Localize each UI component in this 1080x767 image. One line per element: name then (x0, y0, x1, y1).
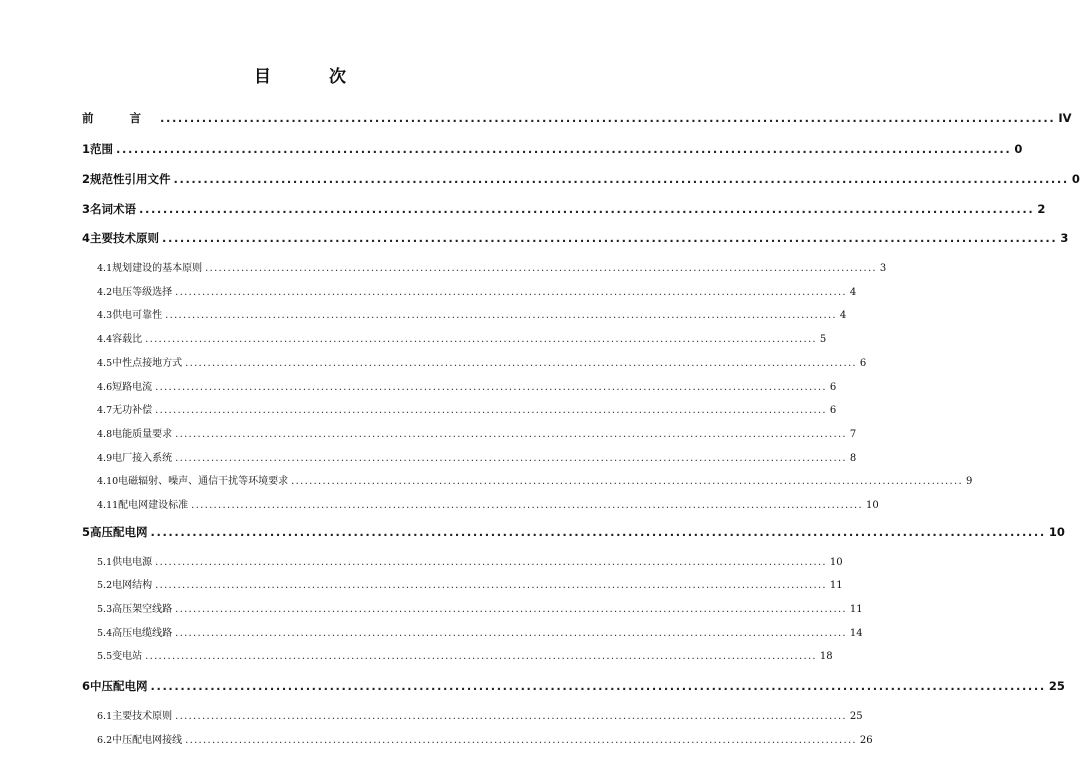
toc-leader-dots: ...................................................................................................................................................... (160, 111, 1056, 125)
toc-entry-number: 4 (82, 231, 91, 245)
toc-entry-text: 主要技术原则 (90, 231, 160, 245)
toc-entry-section[interactable] (97, 731, 873, 746)
toc-entry-chapter[interactable] (82, 230, 1069, 246)
toc-entry-text: 规范性引用文件 (90, 172, 171, 186)
toc-page-number: 11 (849, 604, 863, 615)
toc-leader-dots: ...................................................................................................................................................... (175, 628, 847, 639)
toc-entry-text: 主要技术原则 (112, 711, 173, 722)
toc-page-number: 9 (965, 476, 973, 487)
toc-leader-dots: ...................................................................................................................................................... (291, 476, 963, 487)
toc-entry-section[interactable] (97, 553, 843, 568)
toc-entry-section[interactable] (97, 259, 887, 274)
toc-entry-number: 4.8 (97, 429, 113, 440)
toc-leader-dots: ...................................................................................................................................................... (155, 405, 827, 416)
toc-page-number: 2 (1037, 202, 1046, 216)
toc-page-number: 8 (849, 453, 857, 464)
toc-entry-section[interactable] (97, 707, 863, 722)
toc-entry-chapter[interactable] (82, 524, 1065, 540)
toc-leader-dots: ...................................................................................................................................................... (185, 358, 857, 369)
toc-entry-number: 4.3 (97, 310, 113, 321)
toc-entry-section[interactable] (97, 306, 847, 321)
toc-leader-dots: ...................................................................................................................................................... (175, 453, 847, 464)
toc-entry-section[interactable] (97, 647, 833, 662)
toc-entry-number: 5.5 (97, 651, 113, 662)
toc-entry-section[interactable] (97, 354, 867, 369)
page-title: 目 次 (254, 67, 372, 87)
toc-entry-section[interactable] (97, 330, 827, 345)
toc-leader-dots: ...................................................................................................................................................... (191, 500, 863, 511)
toc-entry-chapter[interactable] (82, 678, 1065, 694)
toc-page-number: 10 (1048, 525, 1065, 539)
toc-entry-text: 前 言 (82, 111, 158, 125)
toc-leader-dots: ...................................................................................................................................................... (145, 334, 817, 345)
toc-page-number: 7 (849, 429, 857, 440)
toc-page-number: 3 (1060, 231, 1069, 245)
toc-page-number: 11 (829, 580, 843, 591)
toc-page-number: 0 (1014, 142, 1023, 156)
toc-entry-text: 电能质量要求 (112, 429, 173, 440)
toc-entry-text: 短路电流 (112, 382, 153, 393)
toc-entry-text: 变电站 (112, 651, 143, 662)
toc-entry-text: 无功补偿 (112, 405, 153, 416)
toc-entry-text: 电压等级选择 (112, 287, 173, 298)
toc-page-number: 10 (865, 500, 879, 511)
toc-entry-chapter[interactable] (82, 201, 1046, 217)
toc-entry-text: 电网结构 (112, 580, 153, 591)
toc-leader-dots: ...................................................................................................................................................... (145, 651, 817, 662)
toc-page-number: 18 (819, 651, 833, 662)
toc-entry-text: 高压架空线路 (112, 604, 173, 615)
toc-page-number: 3 (879, 263, 887, 274)
toc-leader-dots: ...................................................................................................................................................... (116, 142, 1012, 156)
toc-entry-number: 6 (82, 679, 91, 693)
toc-entry-section[interactable] (97, 496, 879, 511)
toc-leader-dots: ...................................................................................................................................................... (165, 310, 837, 321)
toc-entry-chapter[interactable] (82, 171, 1080, 187)
toc-leader-dots: ...................................................................................................................................................... (173, 172, 1069, 186)
toc-entry-number: 6.1 (97, 711, 113, 722)
toc-entry-number: 4.11 (97, 500, 119, 511)
toc-entry-number: 4.4 (97, 334, 113, 345)
toc-entry-number: 4.2 (97, 287, 113, 298)
toc-page-number: 14 (849, 628, 863, 639)
toc-entry-chapter[interactable] (82, 141, 1023, 157)
toc-entry-text: 配电网建设标准 (118, 500, 189, 511)
toc-entry-number: 5 (82, 525, 91, 539)
toc-entry-number: 1 (82, 142, 91, 156)
toc-entry-number: 4.9 (97, 453, 113, 464)
toc-entry-text: 范围 (90, 142, 114, 156)
toc-entry-section[interactable] (97, 472, 973, 487)
toc-entry-number: 4.7 (97, 405, 113, 416)
toc-leader-dots: ...................................................................................................................................................... (175, 604, 847, 615)
toc-entry-number: 4.10 (97, 476, 119, 487)
toc-leader-dots: ...................................................................................................................................................... (185, 735, 857, 746)
toc-entry-text: 电厂接入系统 (112, 453, 173, 464)
toc-entry-section[interactable] (97, 283, 857, 298)
toc-leader-dots: ...................................................................................................................................................... (155, 382, 827, 393)
toc-page-number: 6 (859, 358, 867, 369)
toc-entry-number: 2 (82, 172, 91, 186)
toc-leader-dots: ...................................................................................................................................................... (162, 231, 1058, 245)
toc-leader-dots: ...................................................................................................................................................... (139, 202, 1035, 216)
toc-entry-text: 供电可靠性 (112, 310, 163, 321)
toc-page-number: 25 (849, 711, 863, 722)
toc-leader-dots: ...................................................................................................................................................... (175, 287, 847, 298)
toc-page-number: 6 (829, 382, 837, 393)
toc-entry-section[interactable] (97, 449, 857, 464)
toc-entry-section[interactable] (97, 576, 843, 591)
toc-entry-number: 4.5 (97, 358, 113, 369)
toc-entry-section[interactable] (97, 378, 837, 393)
toc-entry-text: 中压配电网接线 (112, 735, 183, 746)
toc-page-number: 4 (839, 310, 847, 321)
toc-entry-number: 5.4 (97, 628, 113, 639)
toc-entry-text: 高压电缆线路 (112, 628, 173, 639)
toc-entry-text: 容载比 (112, 334, 143, 345)
toc-page-number: 0 (1071, 172, 1080, 186)
toc-entry-text: 中压配电网 (90, 679, 148, 693)
toc-page-number: 25 (1048, 679, 1065, 693)
toc-page-number: 4 (849, 287, 857, 298)
toc-entry-number: 6.2 (97, 735, 113, 746)
toc-page-number: 5 (819, 334, 827, 345)
toc-leader-dots: ...................................................................................................................................................... (155, 557, 827, 568)
toc-leader-dots: ...................................................................................................................................................... (150, 525, 1046, 539)
toc-leader-dots: ...................................................................................................................................................... (150, 679, 1046, 693)
toc-entry-section[interactable] (97, 401, 837, 416)
toc-entry-number: 5.3 (97, 604, 113, 615)
toc-entry-number: 4.6 (97, 382, 113, 393)
toc-entry-text: 供电电源 (112, 557, 153, 568)
toc-entry-section[interactable] (97, 624, 863, 639)
toc-page-number: IV (1058, 111, 1072, 125)
toc-entry-text: 电磁辐射、噪声、通信干扰等环境要求 (118, 476, 289, 487)
toc-entry-preface[interactable] (82, 110, 1072, 126)
toc-entry-text: 中性点接地方式 (112, 358, 183, 369)
toc-page-number: 10 (829, 557, 843, 568)
toc-entry-number: 5.1 (97, 557, 113, 568)
toc-entry-number: 4.1 (97, 263, 113, 274)
toc-leader-dots: ...................................................................................................................................................... (175, 711, 847, 722)
toc-entry-text: 规划建设的基本原则 (112, 263, 203, 274)
toc-entry-number: 5.2 (97, 580, 113, 591)
toc-leader-dots: ...................................................................................................................................................... (155, 580, 827, 591)
toc-entry-number: 3 (82, 202, 91, 216)
toc-page-number: 26 (859, 735, 873, 746)
toc-leader-dots: ...................................................................................................................................................... (205, 263, 877, 274)
toc-page-number: 6 (829, 405, 837, 416)
toc-entry-section[interactable] (97, 425, 857, 440)
toc-entry-text: 高压配电网 (90, 525, 148, 539)
toc-entry-section[interactable] (97, 600, 863, 615)
toc-leader-dots: ...................................................................................................................................................... (175, 429, 847, 440)
toc-entry-text: 名词术语 (90, 202, 137, 216)
